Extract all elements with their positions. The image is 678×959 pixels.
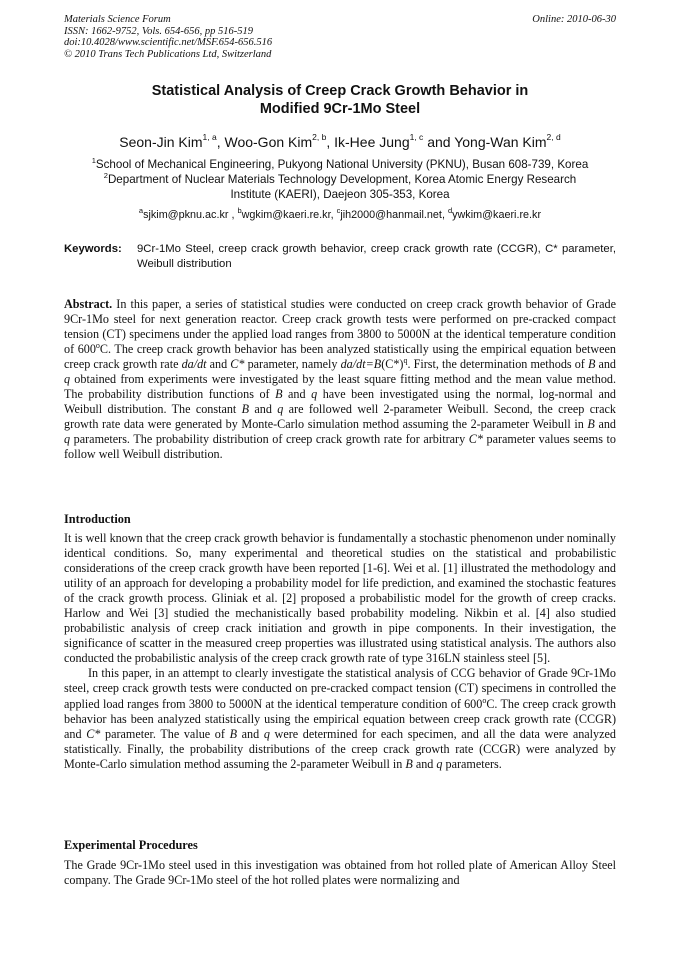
author-sup: 1, a [202, 132, 217, 142]
paper-title [64, 82, 616, 118]
intro-text: were determined for each specimen, and all the data were analyzed statistically. Finally, the probability distributions of the creep crack growth rate (CCGR) were analyzed by Monte-Carlo simulation method assuming the 2-parameter Weibull in [64, 726, 616, 771]
email-sup: d [447, 206, 453, 215]
abstract-math: B [241, 402, 250, 417]
abstract-math: B [587, 417, 595, 432]
email-sup: b [237, 206, 242, 215]
abstract-label: Abstract. [64, 297, 113, 311]
intro-math: q [436, 756, 443, 771]
intro-math: B [405, 756, 413, 771]
email-link[interactable]: jih2000@hanmail.net [340, 209, 442, 221]
abstract-text: C. The creep crack growth behavior has been analyzed statistically using the empirical equation between creep crack growth rate [64, 342, 616, 372]
email-link[interactable]: sjkim@pknu.ac.kr [143, 209, 229, 221]
abstract-text: . First, the determination methods of [407, 357, 588, 372]
abstract-text: and [594, 417, 616, 432]
abstract-math: (C*) [381, 357, 404, 372]
experimental-paragraph: The Grade 9Cr-1Mo steel used in this investigation was obtained from hot rolled plate of American Alloy Steel company. The Grade 9Cr-1Mo steel of the hot rolled plates were normalizing and [64, 858, 616, 888]
abstract-text: In this paper, a series of statistical studies were conducted on creep crack growth behavior of Grade 9Cr-1Mo steel for next generation reactor. Creep crack growth tests were performed on pre-cracked compact tension (CT) specimens under the applied load ranges from 3800 to 5000N at the identical temperature condition of 600 [64, 297, 616, 357]
intro-text: parameter. The value of [100, 726, 230, 741]
affiliation-sup: 2 [103, 171, 108, 180]
intro-text: C. The creep crack growth behavior has been analyzed statistically using the empirical equation between creep crack growth rate (CCGR) and [64, 696, 616, 741]
author-name: Woo-Gon Kim [224, 134, 313, 150]
abstract-math-sup: q [403, 356, 408, 366]
copyright-line: © 2010 Trans Tech Publications Ltd, Switzerland [64, 48, 272, 60]
title-line-2: Modified 9Cr-1Mo Steel [259, 101, 421, 117]
introduction-paragraph-1: It is well known that the creep crack growth behavior is fundamentally a stochastic phenomenon under nominally identical conditions. So, many experimental and theoretical studies on the statistical and probabilistic considerations of the creep crack growth have been reported [1-6]. Wei et al. [1] illustrated the methodology and utility of an approach for developing a probability model for life prediction, and examined the stochastic features of the crack growth process. Gliniak et al. [2] proposed a probabilistic model for the growth of creep cracks. Harlow and Wei [3] studied the mechanistically based probability modeling. Nikbin et al. [4] also studied probabilistic analysis of creep crack initiation and growth in pipe components. In their investigation, the significance of scatter in the measured creep properties was illustrated using statistical analysis. The authors also conducted the probabilistic analysis of the creep crack growth rate of type 316LN stainless steel [5]. [64, 531, 616, 666]
abstract-text: are followed well 2-parameter Weibull. Second, the creep crack growth rate data were generated by Monte-Carlo simulation method assuming the 2-parameter Weibull in [64, 402, 616, 432]
introduction-paragraph-2 [64, 666, 616, 771]
abstract-math: q [311, 387, 318, 402]
abstract-text: parameter, namely [244, 357, 341, 372]
email-list: $^a$sjkim@pknu.ac.kr , $^b$wgkim@kaeri.re.kr, $^c$jih2000@hanmail.net, $^d$ywkim@kaeri.re.kr [138, 206, 542, 221]
keywords-text: 9Cr-1Mo Steel, creep crack growth behavior, creep crack growth rate (CCGR), C* parameter, Weibull distribution [137, 243, 616, 270]
abstract-math: C* [230, 357, 245, 372]
abstract-text: and [595, 357, 616, 372]
affiliation-2-cont: Institute (KAERI), Daejeon 305-353, Korea [230, 188, 450, 201]
degree-sup: o [95, 341, 100, 351]
author-name: Ik-Hee Jung [334, 134, 410, 150]
intro-math: B [229, 726, 237, 741]
abstract-math: C* [468, 432, 483, 447]
abstract-math: B [275, 387, 283, 402]
online-date: Online: 2010-06-30 [532, 14, 616, 25]
author-sup: 2, b [312, 132, 327, 142]
abstract-text: parameter values seems to follow well Weibull distribution. [64, 432, 616, 462]
keywords-block [64, 242, 616, 272]
abstract-math: q [64, 372, 71, 387]
title-line-1: Statistical Analysis of Creep Crack Growth Behavior in [151, 83, 529, 99]
email-link[interactable]: wgkim@kaeri.re.kr [241, 209, 331, 221]
intro-text: parameters. [442, 756, 502, 771]
author-name: Yong-Wan Kim [454, 134, 547, 150]
introduction-heading: Introduction [64, 512, 131, 526]
experimental-heading: Experimental Procedures [64, 838, 198, 852]
journal-header [64, 14, 616, 60]
author-sup: 1, c [409, 132, 424, 142]
introduction-body [64, 531, 616, 772]
journal-name: Materials Science Forum [64, 14, 171, 25]
affiliation-text: School of Mechanical Engineering, Pukyong National University (PKNU), Busan 608-739, Korea [95, 158, 589, 171]
abstract-math: da/dt=B [340, 357, 382, 372]
affiliation-1 [64, 157, 616, 172]
email-link[interactable]: ywkim@kaeri.re.kr [452, 209, 542, 221]
doi-line[interactable]: doi:10.4028/www.scientific.net/MSF.654-656.516 [64, 37, 273, 48]
abstract-text: obtained from experiments were investigated by the least square fitting method and the mean value method. The probability distribution functions of [64, 372, 616, 402]
abstract [64, 297, 616, 463]
intro-math: q [263, 726, 270, 741]
abstract-math: B [587, 357, 596, 372]
abstract-text: and [249, 402, 278, 417]
email-sup: a [138, 206, 144, 215]
affiliations [64, 157, 616, 202]
issn-line: ISSN: 1662-9752, Vols. 654-656, pp 516-519 [64, 25, 253, 37]
abstract-text: parameters. The probability distribution of creep crack growth rate for arbitrary [70, 432, 469, 447]
affiliation-sup: 1 [91, 156, 96, 165]
author-name: Seon-Jin Kim [119, 134, 203, 150]
intro-text: In this paper, in an attempt to clearly investigate the statistical analysis of CCG behavior of Grade 9Cr-1Mo steel, creep crack growth tests were conducted on pre-cracked compact tension (CT) specimens in controlled the applied load ranges from 3800 to 5000N at the identical temperature condition of 600 [64, 666, 616, 711]
intro-text: and [412, 756, 437, 771]
abstract-text: and [282, 387, 312, 402]
author-sup: 2, d [546, 132, 561, 142]
abstract-math: q [277, 402, 284, 417]
keywords-label: Keywords: [64, 243, 122, 255]
affiliation-2 [64, 172, 616, 187]
abstract-math: da/dt [181, 357, 207, 372]
abstract-math: q [64, 432, 71, 447]
email-sup: c [336, 206, 341, 215]
abstract-text: and [206, 357, 231, 372]
author-list: Seon-Jin Kim$^{1, a}$, Woo-Gon Kim$^{2, b}$, Ik-Hee Jung$^{1, c}$ and Yong-Wan Kim$^{2, d}$ [119, 132, 561, 150]
intro-text: and [236, 726, 264, 741]
degree-sup: o [482, 695, 487, 705]
intro-math: C* [86, 726, 101, 741]
abstract-text: have been investigated using the normal, log-normal and Weibull distribution. The constant [64, 387, 616, 417]
affiliation-text: Department of Nuclear Materials Technology Development, Korea Atomic Energy Research [107, 173, 577, 186]
